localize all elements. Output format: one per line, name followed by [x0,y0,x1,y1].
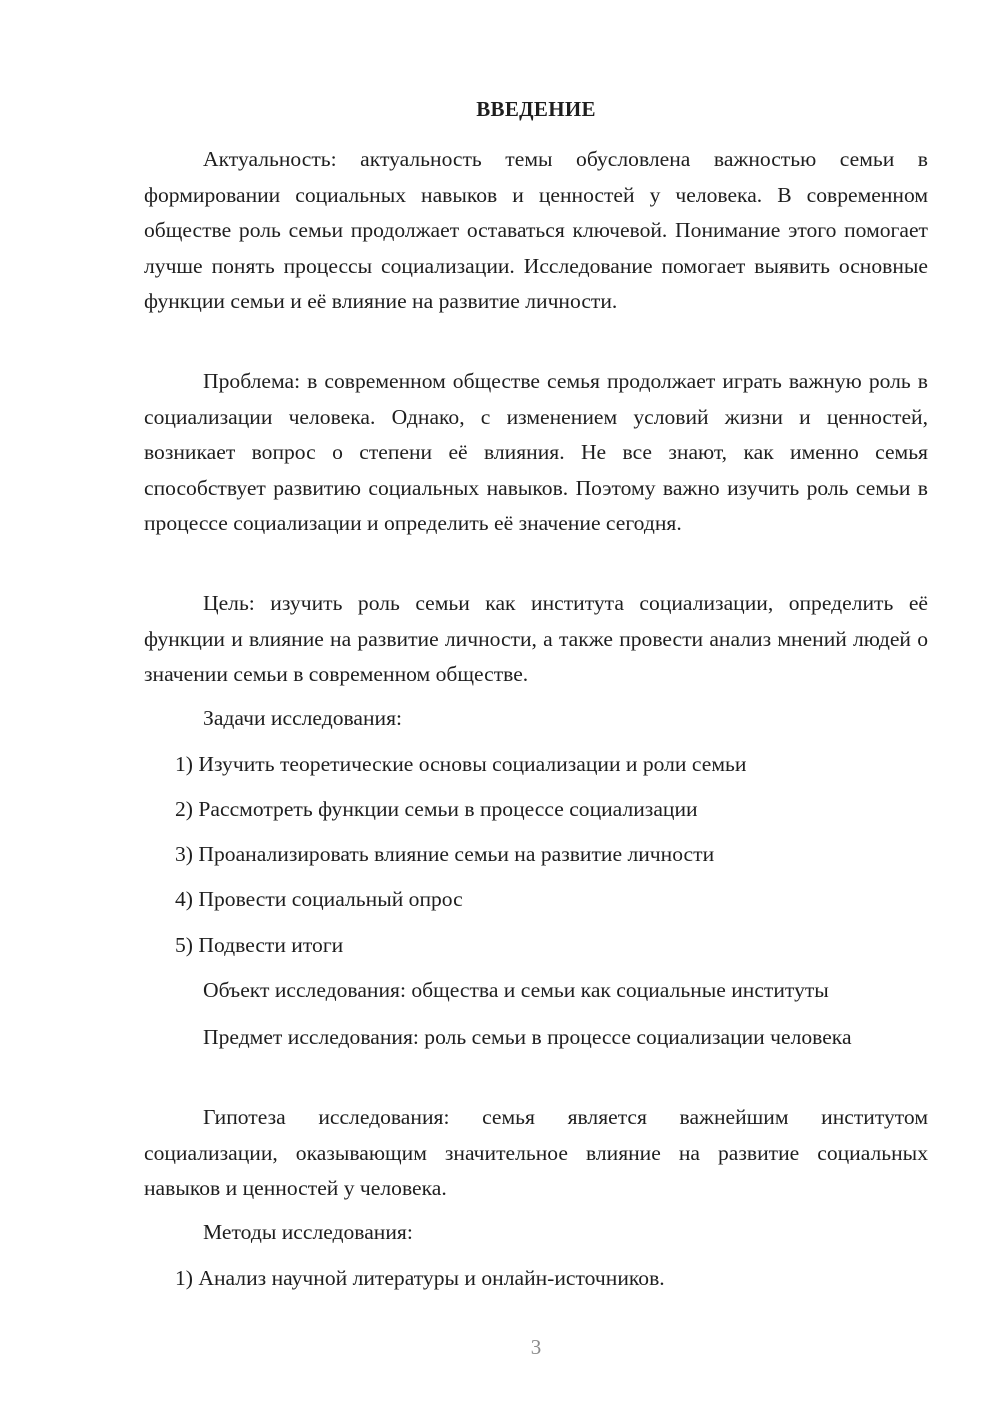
method-item: 1) Анализ научной литературы и онлайн-источников. [175,1266,665,1290]
task-item: 5) Подвести итоги [175,933,344,957]
methods-title: Методы исследования: [203,1220,413,1244]
task-item: 3) Проанализировать влияние семьи на развитие личности [175,842,715,866]
tasks-title: Задачи исследования: [203,706,403,730]
goal-paragraph: Цель: изучить роль семьи как института социализации, определить её функции и влияние на развитие личности, а также провести анализ мнений людей о значении семьи в современном обществе. [144,591,928,686]
page-number: 3 [530,1335,542,1359]
problem-paragraph: Проблема: в современном обществе семья продолжает играть важную роль в социализации человека. Однако, с изменением условий жизни и ценностей, возникает вопрос о степени её влияния. Не все знают, как именно семья способствует развитию социальных навыков. Поэтому важно изучить роль семьи в процессе социализации и определить её значение сегодня. [144,369,928,535]
task-item: 1) Изучить теоретические основы социализации и роли семьи [175,752,747,776]
hypothesis-paragraph: Гипотеза исследования: семья является важнейшим институтом социализации, оказывающим значительное влияние на развитие социальных навыков и ценностей у человека. [144,1105,928,1200]
task-item: 4) Провести социальный опрос [175,887,463,911]
relevance-paragraph: Актуальность: актуальность темы обусловлена важностью семьи в формировании социальных навыков и ценностей у человека. В современном обществе роль семьи продолжает оставаться ключевой. Понимание этого помогает лучше понять процессы социализации. Исследование помогает выявить основные функции семьи и её влияние на развитие личности. [144,147,928,313]
task-item: 2) Рассмотреть функции семьи в процессе социализации [175,797,698,821]
object-paragraph: Объект исследования: общества и семьи как социальные институты [203,978,829,1002]
section-heading: ВВЕДЕНИЕ [476,97,596,121]
subject-paragraph: Предмет исследования: роль семьи в процессе социализации человека [203,1025,852,1049]
